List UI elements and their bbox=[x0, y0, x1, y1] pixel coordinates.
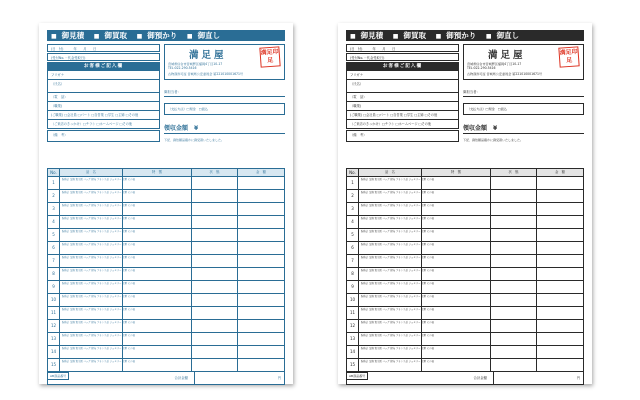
items-table bbox=[346, 168, 584, 385]
row-number: 1 bbox=[48, 177, 60, 189]
title-item: 御直し bbox=[197, 31, 221, 40]
row-amount-cell bbox=[238, 307, 284, 319]
item-options: 腕時計 宝飾 貴金属 バッグ 財布 ブランド品 ジュエリー 衣類 その他 bbox=[62, 269, 135, 272]
row-number: 3 bbox=[347, 203, 359, 215]
table-row bbox=[48, 320, 284, 333]
furigana-label: フリガナ bbox=[48, 71, 159, 80]
title-item: 御見積 bbox=[61, 31, 85, 40]
item-options: 腕時計 宝飾 貴金属 バッグ 財布 ブランド品 ジュエリー 衣類 その他 bbox=[361, 204, 434, 207]
row-number: 7 bbox=[48, 255, 60, 267]
row-item-cell bbox=[359, 294, 434, 306]
table-row bbox=[347, 203, 583, 216]
row-number: 12 bbox=[48, 320, 60, 332]
item-options: 腕時計 宝飾 貴金属 バッグ 財布 ブランド品 ジュエリー 衣類 その他 bbox=[361, 347, 434, 350]
item-options: 腕時計 宝飾 貴金属 バッグ 財布 ブランド品 ジュエリー 衣類 その他 bbox=[361, 256, 434, 259]
table-row bbox=[48, 359, 284, 372]
row-item-cell bbox=[60, 242, 135, 254]
item-options: 腕時計 宝飾 貴金属 バッグ 財布 ブランド品 ジュエリー 衣類 その他 bbox=[361, 334, 434, 337]
row-number: 10 bbox=[48, 294, 60, 306]
row-number: 8 bbox=[347, 268, 359, 280]
customer-box bbox=[346, 62, 459, 129]
row-amount-cell bbox=[238, 333, 284, 345]
row-number: 8 bbox=[48, 268, 60, 280]
row-item-cell bbox=[359, 229, 434, 241]
title-item: 御直し bbox=[496, 31, 520, 40]
row-condition-cell bbox=[491, 281, 537, 293]
row-item-cell bbox=[359, 255, 434, 267]
table-row bbox=[48, 307, 284, 320]
item-options: 腕時計 宝飾 貴金属 バッグ 財布 ブランド品 ジュエリー 衣類 その他 bbox=[361, 217, 434, 220]
row-condition-cell bbox=[491, 190, 537, 202]
row-item-cell bbox=[359, 320, 434, 332]
row-number: 1 bbox=[347, 177, 359, 189]
company-phone: TEL:022-290-5416 bbox=[467, 66, 496, 70]
row-amount-cell bbox=[537, 320, 583, 332]
title-item: 御買取 bbox=[104, 31, 127, 40]
row-amount-cell bbox=[238, 294, 284, 306]
form-title-bar: ■ 御見積 ■ 御買取 ■ 御預かり ■ 御直し bbox=[346, 30, 584, 41]
item-options: 腕時計 宝飾 貴金属 バッグ 財布 ブランド品 ジュエリー 衣類 その他 bbox=[62, 295, 135, 298]
item-options: 腕時計 宝飾 貴金属 バッグ 財布 ブランド品 ジュエリー 衣類 その他 bbox=[62, 204, 135, 207]
occupation-label: （職業) bbox=[347, 102, 458, 111]
row-condition-cell bbox=[491, 307, 537, 319]
item-options: 腕時計 宝飾 貴金属 バッグ 財布 ブランド品 ジュエリー 衣類 その他 bbox=[62, 217, 135, 220]
row-item-cell bbox=[359, 177, 434, 189]
row-amount-cell bbox=[537, 177, 583, 189]
row-condition-cell bbox=[491, 320, 537, 332]
form-code: AB商品番号 bbox=[346, 372, 368, 380]
phone-label: （電 話） bbox=[48, 93, 159, 102]
row-condition-cell bbox=[491, 177, 537, 189]
row-condition-cell bbox=[491, 359, 537, 371]
row-condition-cell bbox=[192, 177, 238, 189]
row-number: 9 bbox=[48, 281, 60, 293]
item-options: 腕時計 宝飾 貴金属 バッグ 財布 ブランド品 ジュエリー 衣類 その他 bbox=[361, 295, 434, 298]
row-item-cell bbox=[60, 216, 135, 228]
company-license: 古物商許可証 宮城県公安委員会 第221010001671号 bbox=[467, 72, 543, 76]
channel-checkboxes: （ご来店のきっかけ）□チラシ □ホームページ □その他 bbox=[48, 119, 159, 128]
row-number: 10 bbox=[347, 294, 359, 306]
table-row bbox=[347, 346, 583, 359]
row-amount-cell bbox=[537, 242, 583, 254]
table-footer bbox=[347, 372, 583, 384]
reception-number-field: (受付No.・代金受取日) bbox=[47, 53, 160, 61]
row-number: 9 bbox=[347, 281, 359, 293]
remarks-field: （備 考） bbox=[47, 130, 160, 142]
row-amount-cell bbox=[238, 268, 284, 280]
header-item: 品 名 bbox=[60, 169, 123, 176]
row-condition-cell bbox=[491, 255, 537, 267]
table-row bbox=[347, 216, 583, 229]
furigana-label: フリガナ bbox=[347, 71, 458, 80]
row-amount-cell bbox=[537, 216, 583, 228]
table-footer bbox=[48, 372, 284, 384]
row-condition-cell bbox=[192, 203, 238, 215]
row-item-cell bbox=[359, 307, 434, 319]
row-amount-cell bbox=[537, 255, 583, 267]
row-number: 4 bbox=[347, 216, 359, 228]
row-amount-cell bbox=[238, 281, 284, 293]
table-row bbox=[48, 294, 284, 307]
total-unit: 円 bbox=[493, 372, 583, 384]
row-condition-cell bbox=[192, 216, 238, 228]
row-amount-cell bbox=[238, 203, 284, 215]
table-body bbox=[48, 177, 284, 372]
row-item-cell bbox=[359, 333, 434, 345]
row-amount-cell bbox=[238, 229, 284, 241]
item-options: 腕時計 宝飾 貴金属 バッグ 財布 ブランド品 ジュエリー 衣類 その他 bbox=[62, 178, 135, 181]
row-condition-cell bbox=[491, 346, 537, 358]
item-options: 腕時計 宝飾 貴金属 バッグ 財布 ブランド品 ジュエリー 衣類 その他 bbox=[62, 282, 135, 285]
payment-method: （支払方法）□現金 □振込 bbox=[164, 103, 285, 115]
date-field: (日 付) 年 月 日 bbox=[346, 44, 459, 52]
row-item-cell bbox=[359, 268, 434, 280]
row-number: 11 bbox=[48, 307, 60, 319]
item-options: 腕時計 宝飾 貴金属 バッグ 財布 ブランド品 ジュエリー 衣類 その他 bbox=[361, 360, 434, 363]
row-item-cell bbox=[60, 229, 135, 241]
item-options: 腕時計 宝飾 貴金属 バッグ 財布 ブランド品 ジュエリー 衣類 その他 bbox=[62, 347, 135, 350]
row-amount-cell bbox=[238, 216, 284, 228]
company-section bbox=[164, 44, 285, 169]
row-condition-cell bbox=[192, 333, 238, 345]
row-amount-cell bbox=[537, 307, 583, 319]
item-options: 腕時計 宝飾 貴金属 バッグ 財布 ブランド品 ジュエリー 衣類 その他 bbox=[361, 269, 434, 272]
row-condition-cell bbox=[192, 190, 238, 202]
form-code: AB商品番号 bbox=[47, 372, 69, 380]
row-amount-cell bbox=[537, 294, 583, 306]
items-table bbox=[47, 168, 285, 385]
row-item-cell bbox=[60, 190, 135, 202]
table-row bbox=[48, 281, 284, 294]
company-section bbox=[463, 44, 584, 169]
company-phone: TEL:022-290-5416 bbox=[168, 66, 197, 70]
row-condition-cell bbox=[192, 346, 238, 358]
customer-section bbox=[346, 44, 459, 143]
item-options: 腕時計 宝飾 貴金属 バッグ 財布 ブランド品 ジュエリー 衣類 その他 bbox=[361, 178, 434, 181]
title-item: 御買取 bbox=[403, 31, 426, 40]
row-item-cell bbox=[60, 281, 135, 293]
item-options: 腕時計 宝飾 貴金属 バッグ 財布 ブランド品 ジュエリー 衣類 その他 bbox=[361, 243, 434, 246]
form-sheet-blue bbox=[39, 23, 293, 384]
row-amount-cell bbox=[238, 190, 284, 202]
row-condition-cell bbox=[192, 268, 238, 280]
header-no: No. bbox=[48, 169, 60, 176]
header-features: 特 徴 bbox=[123, 169, 192, 176]
header-item: 品 名 bbox=[359, 169, 422, 176]
row-amount-cell bbox=[537, 268, 583, 280]
row-number: 6 bbox=[48, 242, 60, 254]
company-address: 宮城県仙台市宮城野区榴岡4丁目10-17 bbox=[467, 62, 522, 66]
table-row bbox=[48, 333, 284, 346]
table-header bbox=[48, 169, 284, 177]
customer-box bbox=[47, 62, 160, 129]
item-options: 腕時計 宝飾 貴金属 バッグ 財布 ブランド品 ジュエリー 衣類 その他 bbox=[62, 191, 135, 194]
occupation-label: （職業) bbox=[48, 102, 159, 111]
row-condition-cell bbox=[491, 333, 537, 345]
row-number: 13 bbox=[347, 333, 359, 345]
item-options: 腕時計 宝飾 貴金属 バッグ 財布 ブランド品 ジュエリー 衣類 その他 bbox=[361, 230, 434, 233]
header-amount: 金 額 bbox=[256, 170, 266, 174]
row-number: 11 bbox=[347, 307, 359, 319]
row-number: 7 bbox=[347, 255, 359, 267]
row-item-cell bbox=[60, 307, 135, 319]
row-condition-cell bbox=[192, 281, 238, 293]
row-amount-cell bbox=[238, 255, 284, 267]
header-amount: 金 額 bbox=[555, 170, 565, 174]
row-condition-cell bbox=[491, 268, 537, 280]
row-amount-cell bbox=[238, 320, 284, 332]
row-number: 3 bbox=[48, 203, 60, 215]
row-number: 5 bbox=[48, 229, 60, 241]
table-row bbox=[347, 255, 583, 268]
table-row bbox=[48, 346, 284, 359]
seal-stamp: 満足印足 bbox=[558, 46, 579, 67]
row-item-cell bbox=[60, 333, 135, 345]
table-row bbox=[347, 294, 583, 307]
item-options: 腕時計 宝飾 貴金属 バッグ 財布 ブランド品 ジュエリー 衣類 その他 bbox=[62, 256, 135, 259]
title-item: 御見積 bbox=[360, 31, 384, 40]
company-box bbox=[164, 44, 285, 80]
total-label: 合計金額 bbox=[174, 376, 188, 380]
date-field: (日 付) 年 月 日 bbox=[47, 44, 160, 52]
occupation-checkboxes: (ご職業) □会社員 □パート □自営業 □学生 □主婦 □その他 bbox=[350, 113, 438, 117]
row-amount-cell bbox=[537, 346, 583, 358]
row-number: 15 bbox=[347, 359, 359, 371]
table-row bbox=[347, 268, 583, 281]
row-condition-cell bbox=[491, 242, 537, 254]
company-box bbox=[463, 44, 584, 80]
customer-band: お客様ご記入欄 bbox=[48, 63, 159, 71]
row-amount-cell bbox=[537, 359, 583, 371]
table-header bbox=[347, 169, 583, 177]
table-row bbox=[347, 229, 583, 242]
company-name: 満足屋 bbox=[189, 50, 227, 61]
name-label: （氏名） bbox=[48, 80, 159, 93]
seal-stamp: 満足印足 bbox=[259, 46, 280, 67]
channel-checkboxes: （ご来店のきっかけ）□チラシ □ホームページ □その他 bbox=[347, 119, 458, 128]
row-condition-cell bbox=[491, 229, 537, 241]
header-condition: 状 態 bbox=[192, 169, 238, 176]
table-row bbox=[347, 307, 583, 320]
row-item-cell bbox=[359, 190, 434, 202]
row-item-cell bbox=[359, 216, 434, 228]
table-row bbox=[347, 242, 583, 255]
receipt-note: 下記、御依頼品確かに御受領いたしました。 bbox=[463, 138, 524, 142]
receipt-amount: 領収金額 ¥ bbox=[164, 123, 285, 134]
row-number: 2 bbox=[347, 190, 359, 202]
row-amount-cell bbox=[537, 333, 583, 345]
row-number: 14 bbox=[48, 346, 60, 358]
row-condition-cell bbox=[491, 216, 537, 228]
occupation-checkboxes: (ご職業) □会社員 □パート □自営業 □学生 □主婦 □その他 bbox=[51, 113, 139, 117]
table-row bbox=[48, 190, 284, 203]
row-amount-cell bbox=[238, 359, 284, 371]
name-label: （氏名） bbox=[347, 80, 458, 93]
row-item-cell bbox=[359, 346, 434, 358]
row-item-cell bbox=[60, 203, 135, 215]
row-item-cell bbox=[359, 281, 434, 293]
item-options: 腕時計 宝飾 貴金属 バッグ 財布 ブランド品 ジュエリー 衣類 その他 bbox=[62, 360, 135, 363]
company-address: 宮城県仙台市宮城野区榴岡4丁目10-17 bbox=[168, 62, 223, 66]
row-number: 4 bbox=[48, 216, 60, 228]
table-row bbox=[48, 177, 284, 190]
row-item-cell bbox=[359, 242, 434, 254]
row-number: 12 bbox=[347, 320, 359, 332]
row-number: 13 bbox=[48, 333, 60, 345]
total-unit: 円 bbox=[194, 372, 284, 384]
form-title-bar: ■ 御見積 ■ 御買取 ■ 御預かり ■ 御直し bbox=[47, 30, 285, 41]
item-options: 腕時計 宝飾 貴金属 バッグ 財布 ブランド品 ジュエリー 衣類 その他 bbox=[361, 321, 434, 324]
table-row bbox=[48, 242, 284, 255]
row-item-cell bbox=[359, 359, 434, 371]
row-condition-cell bbox=[192, 255, 238, 267]
table-row bbox=[48, 229, 284, 242]
title-item: 御預かり bbox=[446, 31, 477, 40]
header-condition: 状 態 bbox=[491, 169, 537, 176]
total-label: 合計金額 bbox=[473, 376, 487, 380]
staff-field: 御担当者： bbox=[164, 85, 285, 97]
remarks-field: （備 考） bbox=[346, 130, 459, 142]
company-license: 古物商許可証 宮城県公安委員会 第221010001671号 bbox=[168, 72, 244, 76]
table-row bbox=[347, 281, 583, 294]
row-item-cell bbox=[60, 255, 135, 267]
customer-band: お客様ご記入欄 bbox=[347, 63, 458, 71]
table-row bbox=[48, 268, 284, 281]
row-item-cell bbox=[60, 268, 135, 280]
row-number: 15 bbox=[48, 359, 60, 371]
table-row bbox=[347, 320, 583, 333]
form-sheet-dark bbox=[338, 23, 592, 384]
row-amount-cell bbox=[537, 229, 583, 241]
item-options: 腕時計 宝飾 貴金属 バッグ 財布 ブランド品 ジュエリー 衣類 その他 bbox=[62, 230, 135, 233]
row-condition-cell bbox=[192, 294, 238, 306]
row-number: 2 bbox=[48, 190, 60, 202]
row-condition-cell bbox=[192, 229, 238, 241]
receipt-note: 下記、御依頼品確かに御受領いたしました。 bbox=[164, 138, 225, 142]
row-amount-cell bbox=[537, 190, 583, 202]
row-number: 5 bbox=[347, 229, 359, 241]
header-no: No. bbox=[347, 169, 359, 176]
row-item-cell bbox=[60, 359, 135, 371]
row-item-cell bbox=[359, 203, 434, 215]
table-row bbox=[48, 216, 284, 229]
customer-section bbox=[47, 44, 160, 143]
payment-method: （支払方法）□現金 □振込 bbox=[463, 103, 584, 115]
item-options: 腕時計 宝飾 貴金属 バッグ 財布 ブランド品 ジュエリー 衣類 その他 bbox=[361, 191, 434, 194]
row-amount-cell bbox=[537, 203, 583, 215]
table-row bbox=[48, 255, 284, 268]
header-features: 特 徴 bbox=[422, 169, 491, 176]
row-condition-cell bbox=[192, 320, 238, 332]
row-condition-cell bbox=[192, 242, 238, 254]
table-row bbox=[347, 177, 583, 190]
row-condition-cell bbox=[192, 359, 238, 371]
item-options: 腕時計 宝飾 貴金属 バッグ 財布 ブランド品 ジュエリー 衣類 その他 bbox=[62, 321, 135, 324]
title-item: 御預かり bbox=[147, 31, 178, 40]
row-number: 14 bbox=[347, 346, 359, 358]
row-amount-cell bbox=[238, 242, 284, 254]
company-name: 満足屋 bbox=[488, 50, 526, 61]
row-amount-cell bbox=[537, 281, 583, 293]
row-condition-cell bbox=[491, 203, 537, 215]
row-item-cell bbox=[60, 294, 135, 306]
row-condition-cell bbox=[491, 294, 537, 306]
item-options: 腕時計 宝飾 貴金属 バッグ 財布 ブランド品 ジュエリー 衣類 その他 bbox=[361, 282, 434, 285]
row-amount-cell bbox=[238, 346, 284, 358]
row-number: 6 bbox=[347, 242, 359, 254]
item-options: 腕時計 宝飾 貴金属 バッグ 財布 ブランド品 ジュエリー 衣類 その他 bbox=[62, 243, 135, 246]
phone-label: （電 話） bbox=[347, 93, 458, 102]
item-options: 腕時計 宝飾 貴金属 バッグ 財布 ブランド品 ジュエリー 衣類 その他 bbox=[361, 308, 434, 311]
row-item-cell bbox=[60, 346, 135, 358]
staff-field: 御担当者： bbox=[463, 85, 584, 97]
row-condition-cell bbox=[192, 307, 238, 319]
table-row bbox=[347, 333, 583, 346]
row-item-cell bbox=[60, 320, 135, 332]
table-row bbox=[347, 359, 583, 372]
item-options: 腕時計 宝飾 貴金属 バッグ 財布 ブランド品 ジュエリー 衣類 その他 bbox=[62, 334, 135, 337]
row-amount-cell bbox=[238, 177, 284, 189]
row-item-cell bbox=[60, 177, 135, 189]
receipt-amount: 領収金額 ¥ bbox=[463, 123, 584, 134]
table-body bbox=[347, 177, 583, 372]
reception-number-field: (受付No.・代金受取日) bbox=[346, 53, 459, 61]
table-row bbox=[347, 190, 583, 203]
item-options: 腕時計 宝飾 貴金属 バッグ 財布 ブランド品 ジュエリー 衣類 その他 bbox=[62, 308, 135, 311]
table-row bbox=[48, 203, 284, 216]
